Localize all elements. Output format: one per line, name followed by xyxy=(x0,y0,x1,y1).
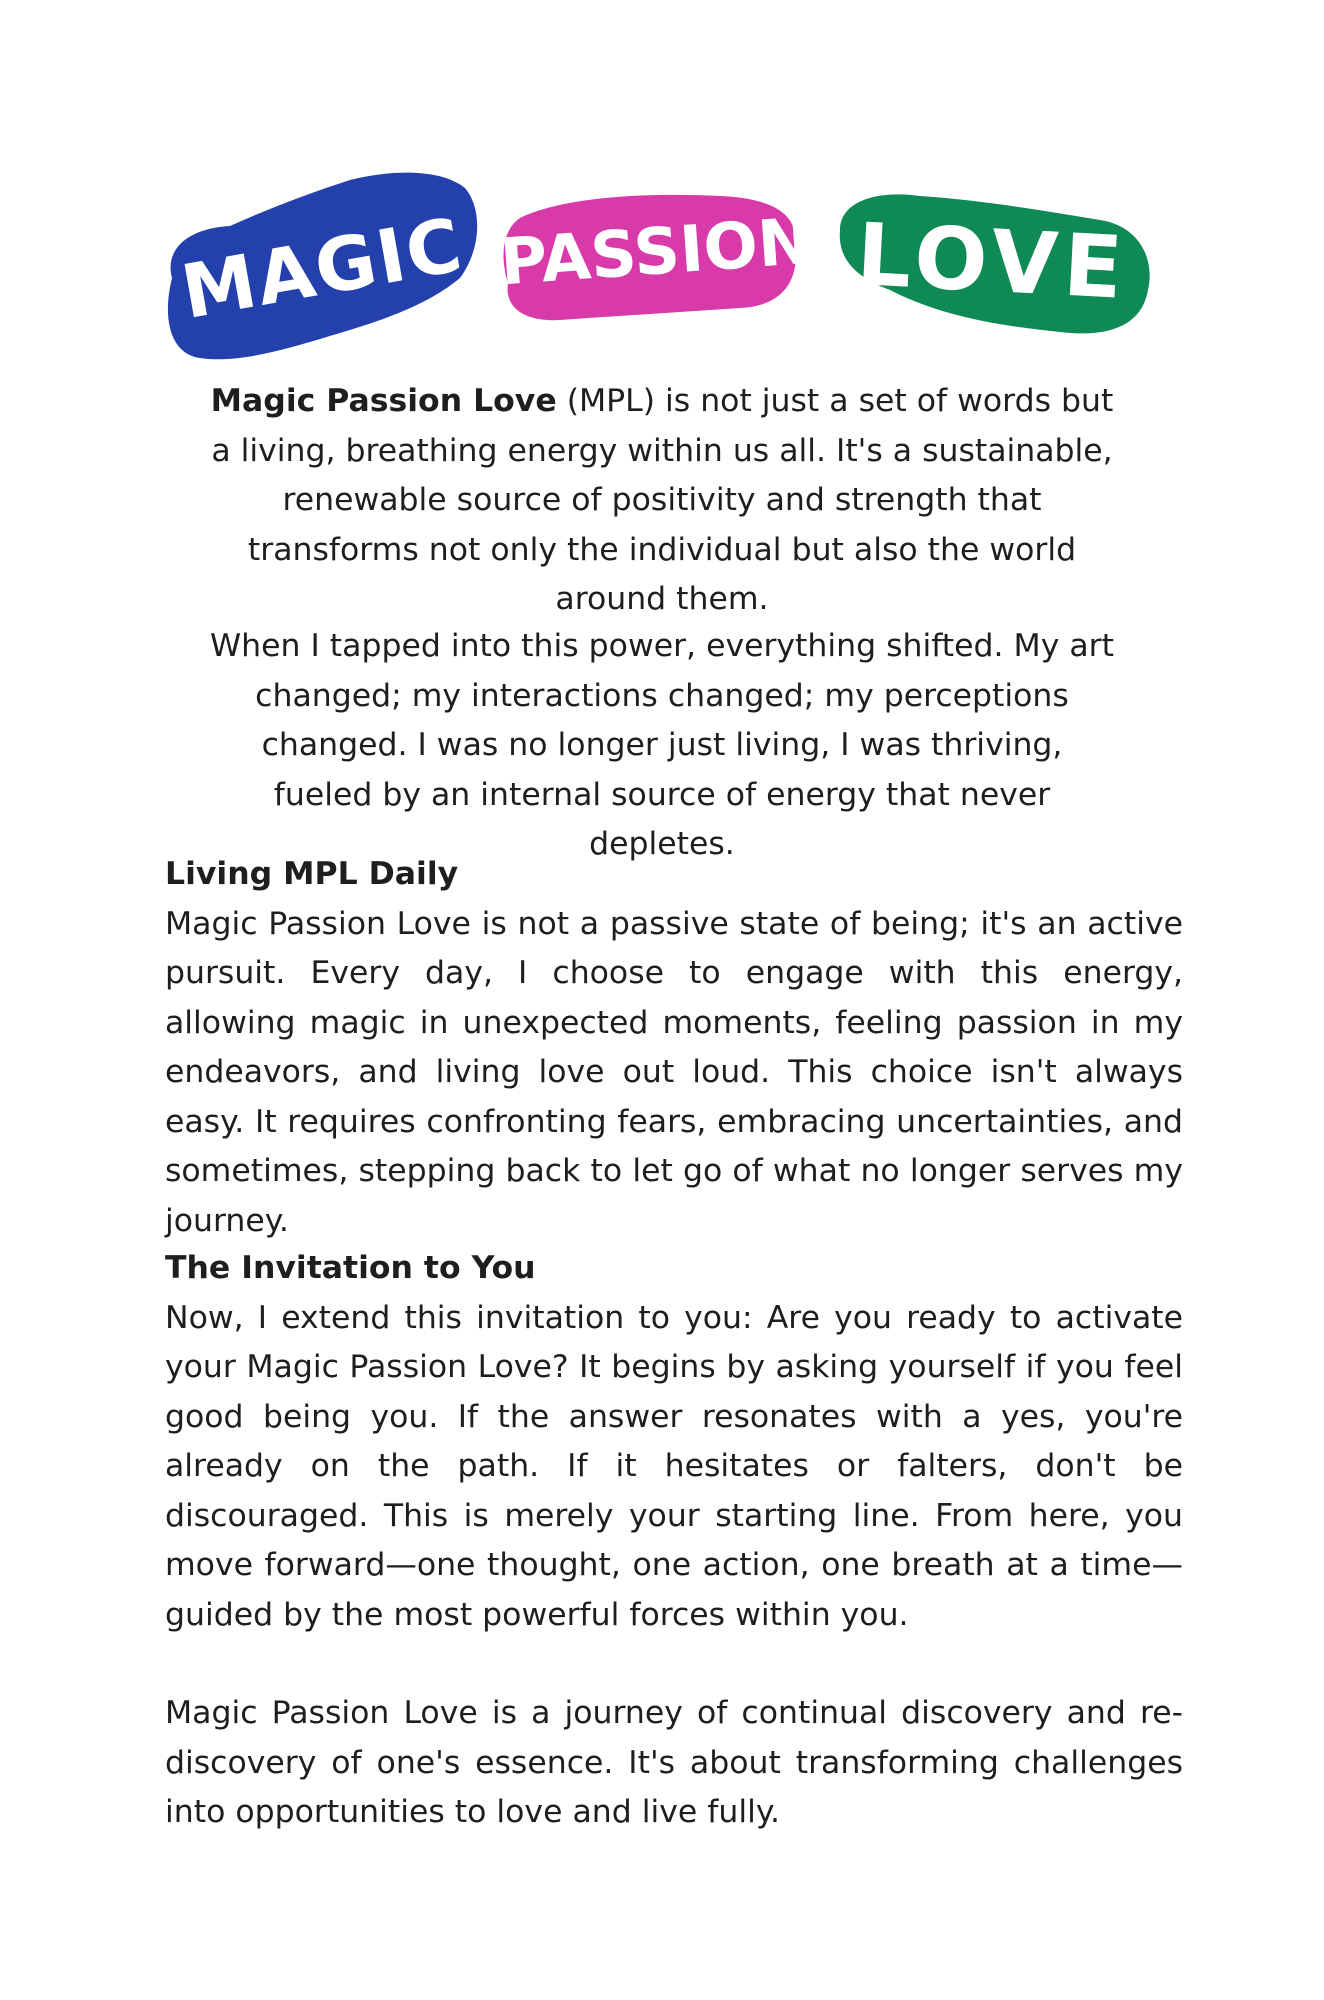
section-invitation xyxy=(165,1244,1183,1640)
intro-paragraph-2-text: When I tapped into this power, everything shifted. My art changed; my interactions changed; my perceptions changed. I was no longer just living, I was thriving, fueled by an internal source of energy that never depletes. xyxy=(210,628,1114,862)
logo-magic xyxy=(160,168,485,364)
section-heading-invitation: The Invitation to You xyxy=(165,1250,536,1286)
logo-love xyxy=(830,190,1155,340)
section-heading-living: Living MPL Daily xyxy=(165,856,459,892)
logo-magic-text: MAGIC xyxy=(175,202,470,336)
logo-love-text: LOVE xyxy=(854,204,1131,320)
closing-paragraph xyxy=(165,1689,1183,1838)
intro-bold-lead: Magic Passion Love xyxy=(210,383,557,419)
section-body-invitation: Now, I extend this invitation to you: Are you ready to activate your Magic Passion Love? It begins by asking yourself if you feel good being you. If the answer resonates with a yes, you're already on the path. If it hesitates or falters, don't be discouraged. This is merely your starting line. From here, you move forward—one thought, one action, one breath at a time—guided by the most powerful forces within you. xyxy=(165,1299,1183,1633)
logo-passion-text: PASSION xyxy=(497,204,814,301)
section-body-living: Magic Passion Love is not a passive state of being; it's an active pursuit. Every day, I choose to engage with this energy, allowing magic in unexpected moments, feeling passion in my endeavors, and living love out loud. This choice isn't always easy. It requires confronting fears, embracing uncertainties, and sometimes, stepping back to let go of what no longer serves my journey. xyxy=(165,905,1183,1239)
section-living-mpl-daily xyxy=(165,850,1183,1246)
mpl-logo xyxy=(160,168,1160,364)
intro-paragraph-1-text: (MPL) is not just a set of words but a living, breathing energy within us all. It's a sustainable, renewable source of positivity and strength that transforms not only the individual but also the world around them. xyxy=(211,383,1114,617)
logo-passion xyxy=(497,188,814,328)
intro-paragraph-2 xyxy=(210,622,1114,870)
closing-paragraph-text: Magic Passion Love is a journey of continual discovery and re-discovery of one's essence. It's about transforming challenges into opportunities to love and live fully. xyxy=(165,1695,1183,1830)
intro-paragraph-1 xyxy=(210,377,1114,625)
